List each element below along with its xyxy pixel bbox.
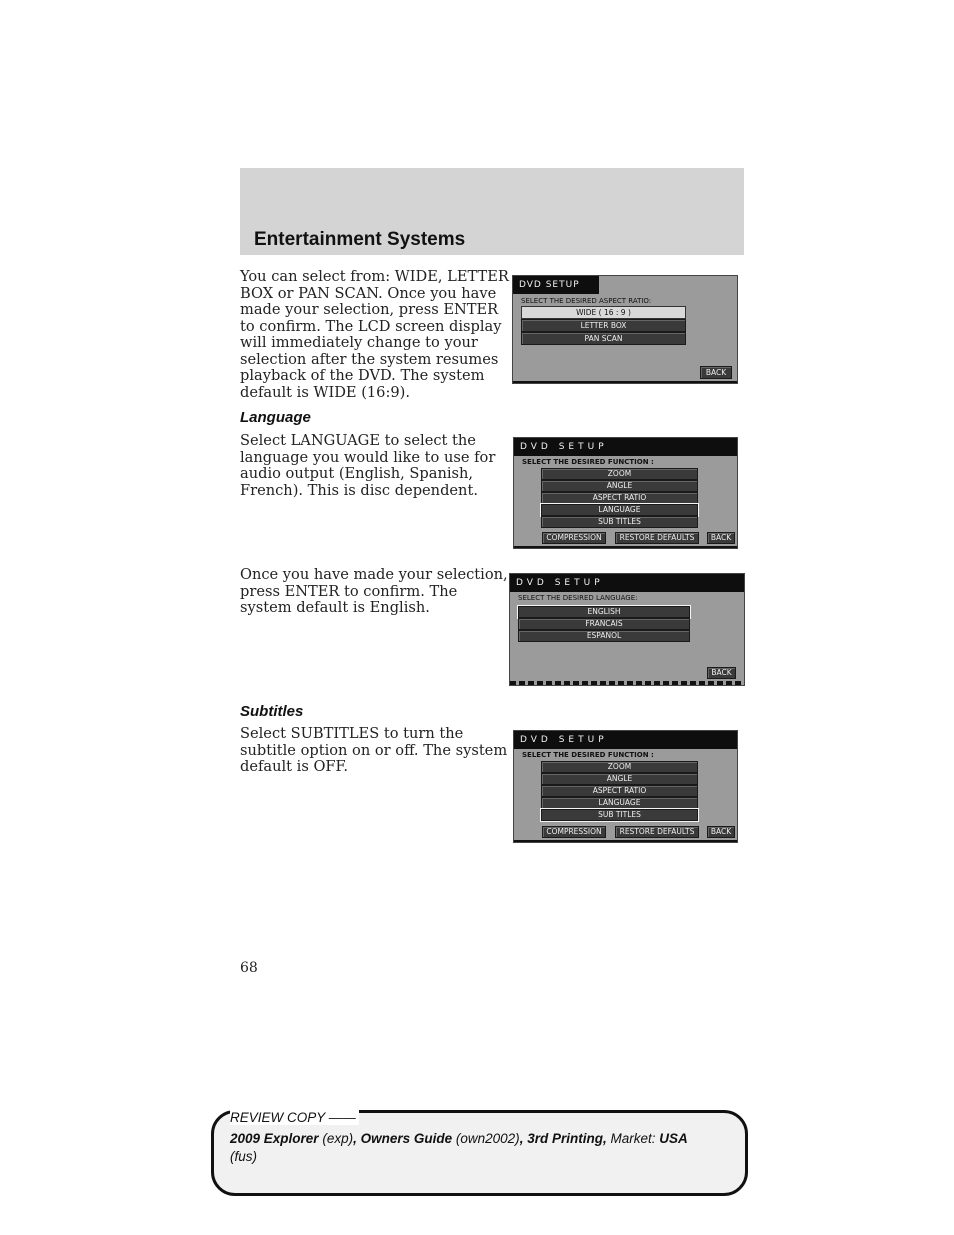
page-number: 68 (240, 960, 258, 976)
option-subtitles[interactable]: SUB TITLES (541, 809, 698, 821)
restore-defaults-button[interactable]: RESTORE DEFAULTS (615, 826, 699, 838)
option-language[interactable]: LANGUAGE (541, 797, 698, 809)
compression-button[interactable]: COMPRESSION (542, 826, 606, 838)
function-screen-subtitles (513, 730, 738, 843)
option-wide[interactable]: WIDE ( 16 : 9 ) (521, 306, 686, 319)
screen-bottom-border (513, 381, 737, 383)
option-francais[interactable]: FRANCAIS (518, 618, 690, 630)
back-button[interactable]: BACK (707, 826, 735, 838)
option-aspect-ratio[interactable]: ASPECT RATIO (541, 785, 698, 797)
screen-bottom-border (514, 840, 737, 842)
option-pan-scan[interactable]: PAN SCAN (521, 332, 686, 345)
option-aspect-ratio[interactable]: ASPECT RATIO (541, 492, 698, 504)
compression-button[interactable]: COMPRESSION (542, 532, 606, 544)
screen-prompt: SELECT THE DESIRED LANGUAGE: (518, 594, 638, 602)
restore-defaults-button[interactable]: RESTORE DEFAULTS (615, 532, 699, 544)
language-heading: Language (240, 409, 311, 426)
option-zoom[interactable]: ZOOM (541, 761, 698, 773)
section-title: Entertainment Systems (254, 229, 466, 250)
subtitles-paragraph: Select SUBTITLES to turn the subtitle option on or off. The system default is OFF. (240, 725, 508, 775)
back-button[interactable]: BACK (707, 667, 736, 679)
screen-prompt: SELECT THE DESIRED FUNCTION : (522, 458, 654, 466)
screen-bottom-border (510, 681, 744, 685)
option-angle[interactable]: ANGLE (541, 773, 698, 785)
screen-prompt: SELECT THE DESIRED FUNCTION : (522, 751, 654, 759)
option-english[interactable]: ENGLISH (518, 606, 690, 618)
function-screen-language (513, 437, 738, 549)
review-copy-label: REVIEW COPY —— (230, 1110, 359, 1125)
screen-title: DVD SETUP (514, 438, 737, 456)
language-paragraph: Select LANGUAGE to select the language you would like to use for audio output (English, Spanish, French). This is disc dependent. (240, 432, 496, 499)
option-angle[interactable]: ANGLE (541, 480, 698, 492)
screen-title: DVD SETUP (514, 731, 737, 749)
subtitles-heading: Subtitles (240, 703, 304, 720)
screen-title: DVD SETUP (513, 276, 599, 294)
screen-prompt: SELECT THE DESIRED ASPECT RATIO: (521, 297, 652, 305)
footer-publication-info: 2009 Explorer (exp), Owners Guide (own2002), 3rd Printing, Market: USA (fus) (230, 1131, 688, 1164)
option-espanol[interactable]: ESPANOL (518, 630, 690, 642)
back-button[interactable]: BACK (700, 366, 732, 379)
language-confirm-paragraph: Once you have made your selection, press ENTER to confirm. The system default is English. (240, 566, 508, 616)
option-subtitles[interactable]: SUB TITLES (541, 516, 698, 528)
option-letter-box[interactable]: LETTER BOX (521, 319, 686, 332)
intro-paragraph: You can select from: WIDE, LETTER BOX or PAN SCAN. Once you have made your selection, press ENTER to confirm. The LCD screen display will immediately change to your selection after the system resumes playback of the DVD. The system default is WIDE (16:9). (240, 268, 509, 401)
option-language[interactable]: LANGUAGE (541, 504, 698, 516)
option-zoom[interactable]: ZOOM (541, 468, 698, 480)
aspect-ratio-screen (512, 275, 738, 384)
back-button[interactable]: BACK (707, 532, 735, 544)
language-select-screen (509, 573, 745, 686)
screen-title: DVD SETUP (510, 574, 744, 592)
section-header (240, 168, 744, 255)
screen-bottom-border (514, 546, 737, 548)
